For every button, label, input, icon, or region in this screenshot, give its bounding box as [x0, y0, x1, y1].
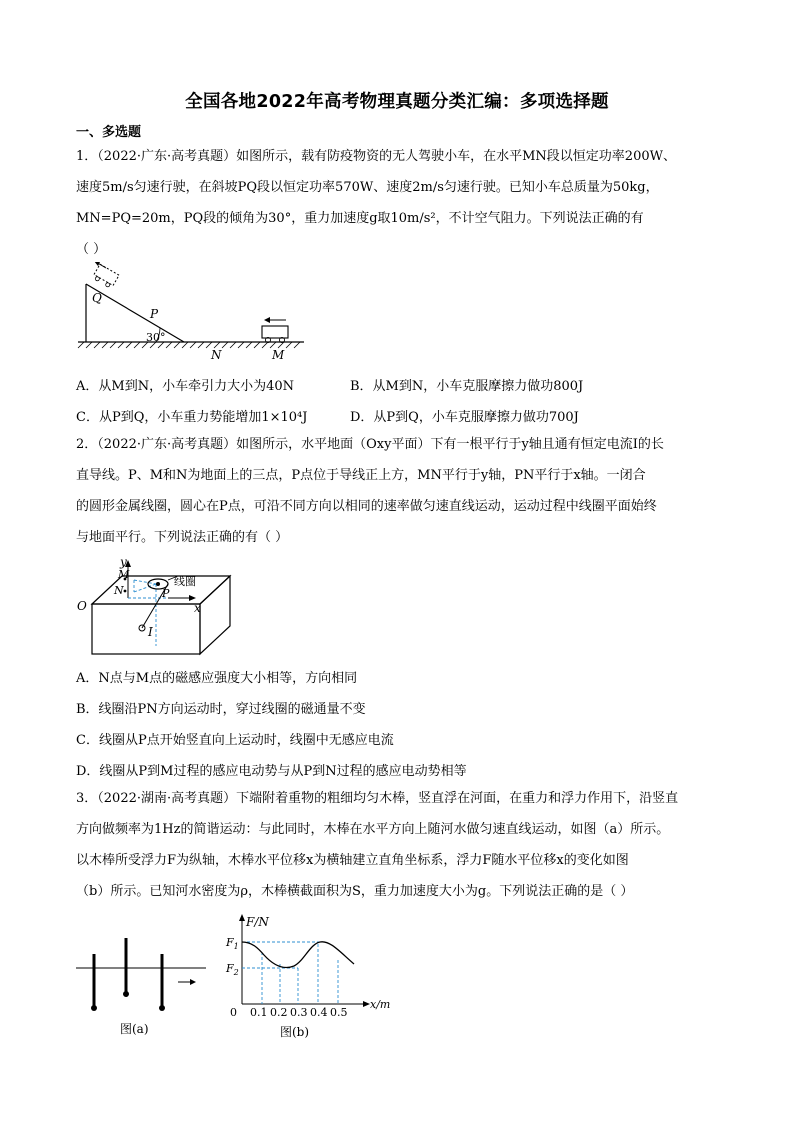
label-p: P	[150, 307, 159, 321]
coil-center	[156, 582, 160, 586]
q2-option-a: A．N点与M点的磁感应强度大小相等，方向相同	[76, 671, 358, 686]
x-tick-0-5: 0.5	[330, 1006, 348, 1019]
q1-option-a: A．从M到N，小车牵引力大小为40N	[76, 379, 294, 394]
label-m: M	[272, 348, 285, 362]
q2-line-2: 直导线。P、M和N为地面上的三点，P点位于导线正上方，MN平行于y轴，PN平行于x轴。一闭合	[76, 468, 646, 483]
label-f2-main: F	[226, 962, 234, 975]
q1-line-3: MN=PQ=20m，PQ段的倾角为30°，重力加速度g取10m/s²，不计空气阻力。下列说法正确的有	[76, 211, 644, 226]
cart-on-ground	[262, 317, 288, 343]
label-f1-main: F	[226, 936, 234, 949]
q3-line-1: 3．（2022·湖南·高考真题）下端附着重物的粗细均匀木棒，竖直浮在河面，在重力和浮力作用下，沿竖直	[76, 791, 679, 806]
label-n: N	[114, 584, 124, 597]
x-tick-0-1: 0.1	[250, 1006, 268, 1019]
x-axis-label: x/m	[370, 998, 391, 1011]
q1-option-c: C．从P到Q，小车重力势能增加1×10⁴J	[76, 410, 308, 425]
origin-label: 0	[230, 1006, 237, 1019]
fig-b-caption: 图(b)	[280, 1025, 310, 1039]
x-tick-0-2: 0.2	[270, 1006, 288, 1019]
label-x: x	[194, 601, 201, 615]
q2-option-c: C．线圈从P点开始竖直向上运动时，线圈中无感应电流	[76, 733, 394, 748]
q1-option-b: B．从M到N，小车克服摩擦力做功800J	[350, 379, 584, 394]
label-f1-sub: 1	[233, 942, 239, 951]
label-m: M	[118, 568, 130, 581]
label-coil: 线圈	[174, 575, 196, 588]
force-curve	[242, 942, 354, 968]
fig-a-caption: 图(a)	[120, 1022, 149, 1036]
page-title: 全国各地2022年高考物理真题分类汇编：多项选择题	[185, 92, 609, 112]
label-p: P	[162, 587, 170, 600]
q2-option-d: D．线圈从P到M过程的感应电动势与从P到N过程的感应电动势相等	[76, 764, 467, 779]
label-f2-sub: 2	[233, 968, 239, 977]
rod-3-weight	[159, 1005, 165, 1011]
q1-line-1: 1．（2022·广东·高考真题）如图所示，载有防疫物资的无人驾驶小车，在水平MN段以恒定功率200W、	[76, 149, 676, 164]
label-i: I	[148, 625, 153, 639]
q2-box-figure	[72, 554, 242, 658]
label-angle: 30°	[146, 331, 166, 344]
q2-line-3: 的圆形金属线圈，圆心在P点，可沿不同方向以相同的速率做匀速直线运动，运动过程中线圈平面始终	[76, 499, 657, 514]
label-n: N	[211, 348, 222, 362]
q3-line-2: 方向做频率为1Hz的简谐运动：与此同时，木棒在水平方向上随河水做匀速直线运动，如图（a）所示。	[76, 822, 670, 837]
box-top	[92, 576, 230, 604]
section-heading: 一、多选题	[76, 125, 142, 140]
q1-incline-figure	[72, 262, 312, 364]
q3-line-4: （b）所示。已知河水密度为ρ，木棒横截面积为S，重力加速度大小为g。下列说法正确的是（ ）	[76, 884, 634, 899]
q1-line-4: （ ）	[76, 242, 107, 257]
rod-2-weight	[123, 991, 129, 997]
q2-line-4: 与地面平行。下列说法正确的有（ ）	[76, 530, 289, 545]
box-front	[92, 604, 200, 654]
f-axis-text: F/N	[246, 915, 269, 929]
q3-figure-b	[222, 912, 402, 1044]
q3-figure-a	[74, 934, 214, 1042]
x-tick-0-4: 0.4	[310, 1006, 328, 1019]
point-n	[124, 590, 127, 593]
ground-hatch	[78, 342, 300, 348]
q2-line-1: 2．（2022·广东·高考真题）如图所示，水平地面（Oxy平面）下有一根平行于y轴且通有恒定电流I的长	[76, 437, 664, 452]
flow-arrowhead	[190, 979, 196, 985]
q1-line-2: 速度5m/s匀速行驶，在斜坡PQ段以恒定功率570W、速度2m/s匀速行驶。已知小车总质量为50kg，	[76, 180, 659, 195]
x-axis-arrow	[363, 1001, 370, 1007]
graph-guides	[242, 942, 338, 1004]
box-side	[200, 576, 230, 654]
x-tick-0-3: 0.3	[290, 1006, 308, 1019]
label-q: Q	[92, 291, 102, 305]
label-o: O	[77, 599, 87, 613]
q2-option-b: B．线圈沿PN方向运动时，穿过线圈的磁通量不变	[76, 702, 366, 717]
label-y: y	[120, 555, 127, 569]
label-f1	[225, 936, 239, 951]
q1-option-d: D．从P到Q，小车克服摩擦力做功700J	[350, 410, 579, 425]
f-axis-label	[245, 915, 269, 929]
rod-1-weight	[91, 1005, 97, 1011]
q3-line-3: 以木棒所受浮力F为纵轴，木棒水平位移x为横轴建立直角坐标系，浮力F随水平位移x的变化如图	[76, 853, 629, 868]
f-axis-arrow	[239, 914, 245, 921]
label-f2	[225, 962, 239, 977]
